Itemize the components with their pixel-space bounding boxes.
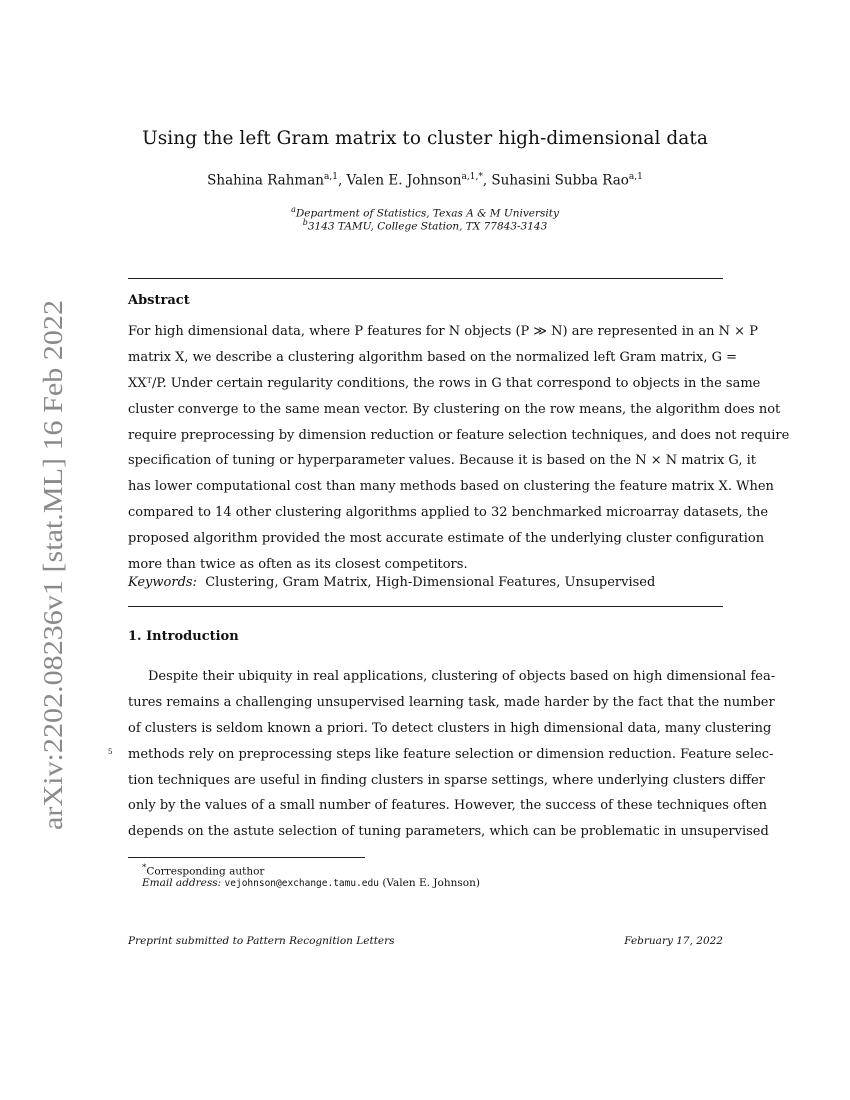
arxiv-stamp-text: arXiv:2202.08236v1 [stat.ML] 16 Feb 2022 bbox=[38, 354, 68, 830]
intro-line: tures remains a challenging unsupervised learning task, made harder by the fact that the number bbox=[128, 694, 775, 710]
email-address[interactable]: vejohnson@exchange.tamu.edu bbox=[224, 878, 379, 889]
author-affiliation-mark: a,1,* bbox=[461, 172, 483, 182]
affiliation-text: Department of Statistics, Texas A & M University bbox=[295, 207, 559, 220]
footer-preprint-note: Preprint submitted to Pattern Recognition Letters bbox=[128, 935, 395, 947]
affiliation-mark: b bbox=[302, 218, 308, 227]
abstract-line: more than twice as often as its closest competitors. bbox=[128, 557, 468, 573]
footnote-marker: * bbox=[142, 863, 147, 873]
paper-title: Using the left Gram matrix to cluster high-dimensional data bbox=[142, 128, 708, 149]
footnote-rule bbox=[128, 857, 365, 858]
affiliation-mark: a bbox=[291, 205, 296, 214]
abstract-line: matrix X, we describe a clustering algorithm based on the normalized left Gram matrix, G = bbox=[128, 349, 738, 365]
footer-date: February 17, 2022 bbox=[624, 935, 723, 947]
abstract-line: specification of tuning or hyperparameter values. Because it is based on the N × N matrix G, it bbox=[128, 453, 756, 469]
line-number: 5 bbox=[108, 748, 113, 756]
author-name: Valen E. Johnson bbox=[346, 172, 462, 189]
intro-line: of clusters is seldom known a priori. To detect clusters in high dimensional data, many clustering bbox=[128, 720, 772, 736]
author-affiliation-mark: a,1 bbox=[323, 172, 338, 182]
abstract-bottom-rule bbox=[128, 606, 723, 607]
abstract-line: cluster converge to the same mean vector. By clustering on the row means, the algorithm does not bbox=[128, 401, 781, 417]
introduction-body bbox=[128, 664, 776, 845]
abstract-top-rule bbox=[128, 278, 723, 279]
keywords-text: Clustering, Gram Matrix, High-Dimensional Features, Unsupervised bbox=[205, 575, 656, 590]
footnote-corresponding bbox=[142, 863, 264, 878]
abstract-line: XXᵀ/P. Under certain regularity conditions, the rows in G that correspond to objects in the same bbox=[128, 375, 761, 391]
author-affiliation-mark: a,1 bbox=[628, 172, 643, 182]
affiliation bbox=[0, 218, 850, 233]
abstract-line: proposed algorithm provided the most accurate estimate of the underlying cluster configuration bbox=[128, 531, 765, 547]
intro-line: methods rely on preprocessing steps like feature selection or dimension reduction. Feature selec- bbox=[128, 746, 774, 762]
abstract-line: require preprocessing by dimension reduction or feature selection techniques, and does not require bbox=[128, 427, 790, 443]
abstract-line: compared to 14 other clustering algorithms applied to 32 benchmarked microarray datasets, the bbox=[128, 505, 769, 521]
author-list: Shahina Rahman$^{a,1}$, Valen E. Johnson$^{a,1,*}$, Suhasini Subba Rao$^{a,1}$ bbox=[207, 172, 643, 189]
intro-line: depends on the astute selection of tuning parameters, which can be problematic in unsupervised bbox=[128, 824, 769, 840]
arxiv-stamp bbox=[18, 290, 72, 830]
email-label: Email address: bbox=[142, 877, 222, 889]
intro-line: only by the values of a small number of features. However, the success of these techniques often bbox=[128, 798, 767, 814]
intro-line: tion techniques are useful in finding clusters in sparse settings, where underlying clusters differ bbox=[128, 772, 765, 788]
author-name: Shahina Rahman bbox=[207, 172, 324, 189]
affiliation-text: 3143 TAMU, College Station, TX 77843-3143 bbox=[307, 220, 548, 233]
abstract-body bbox=[128, 319, 790, 578]
author-name: Suhasini Subba Rao bbox=[491, 172, 629, 189]
abstract-line: For high dimensional data, where P features for N objects (P ≫ N) are represented in an N × P bbox=[128, 324, 758, 339]
email-owner: (Valen E. Johnson) bbox=[382, 877, 480, 889]
keywords-label: Keywords: bbox=[128, 575, 197, 590]
footnote-corresponding-text: Corresponding author bbox=[146, 865, 265, 878]
abstract-heading: Abstract bbox=[128, 293, 190, 308]
footnote-email bbox=[142, 877, 480, 889]
intro-line: Despite their ubiquity in real applications, clustering of objects based on high dimensional fea- bbox=[148, 669, 776, 684]
section-heading-introduction: 1. Introduction bbox=[128, 629, 239, 644]
abstract-line: has lower computational cost than many methods based on clustering the feature matrix X. When bbox=[128, 479, 774, 495]
keywords bbox=[128, 575, 655, 590]
